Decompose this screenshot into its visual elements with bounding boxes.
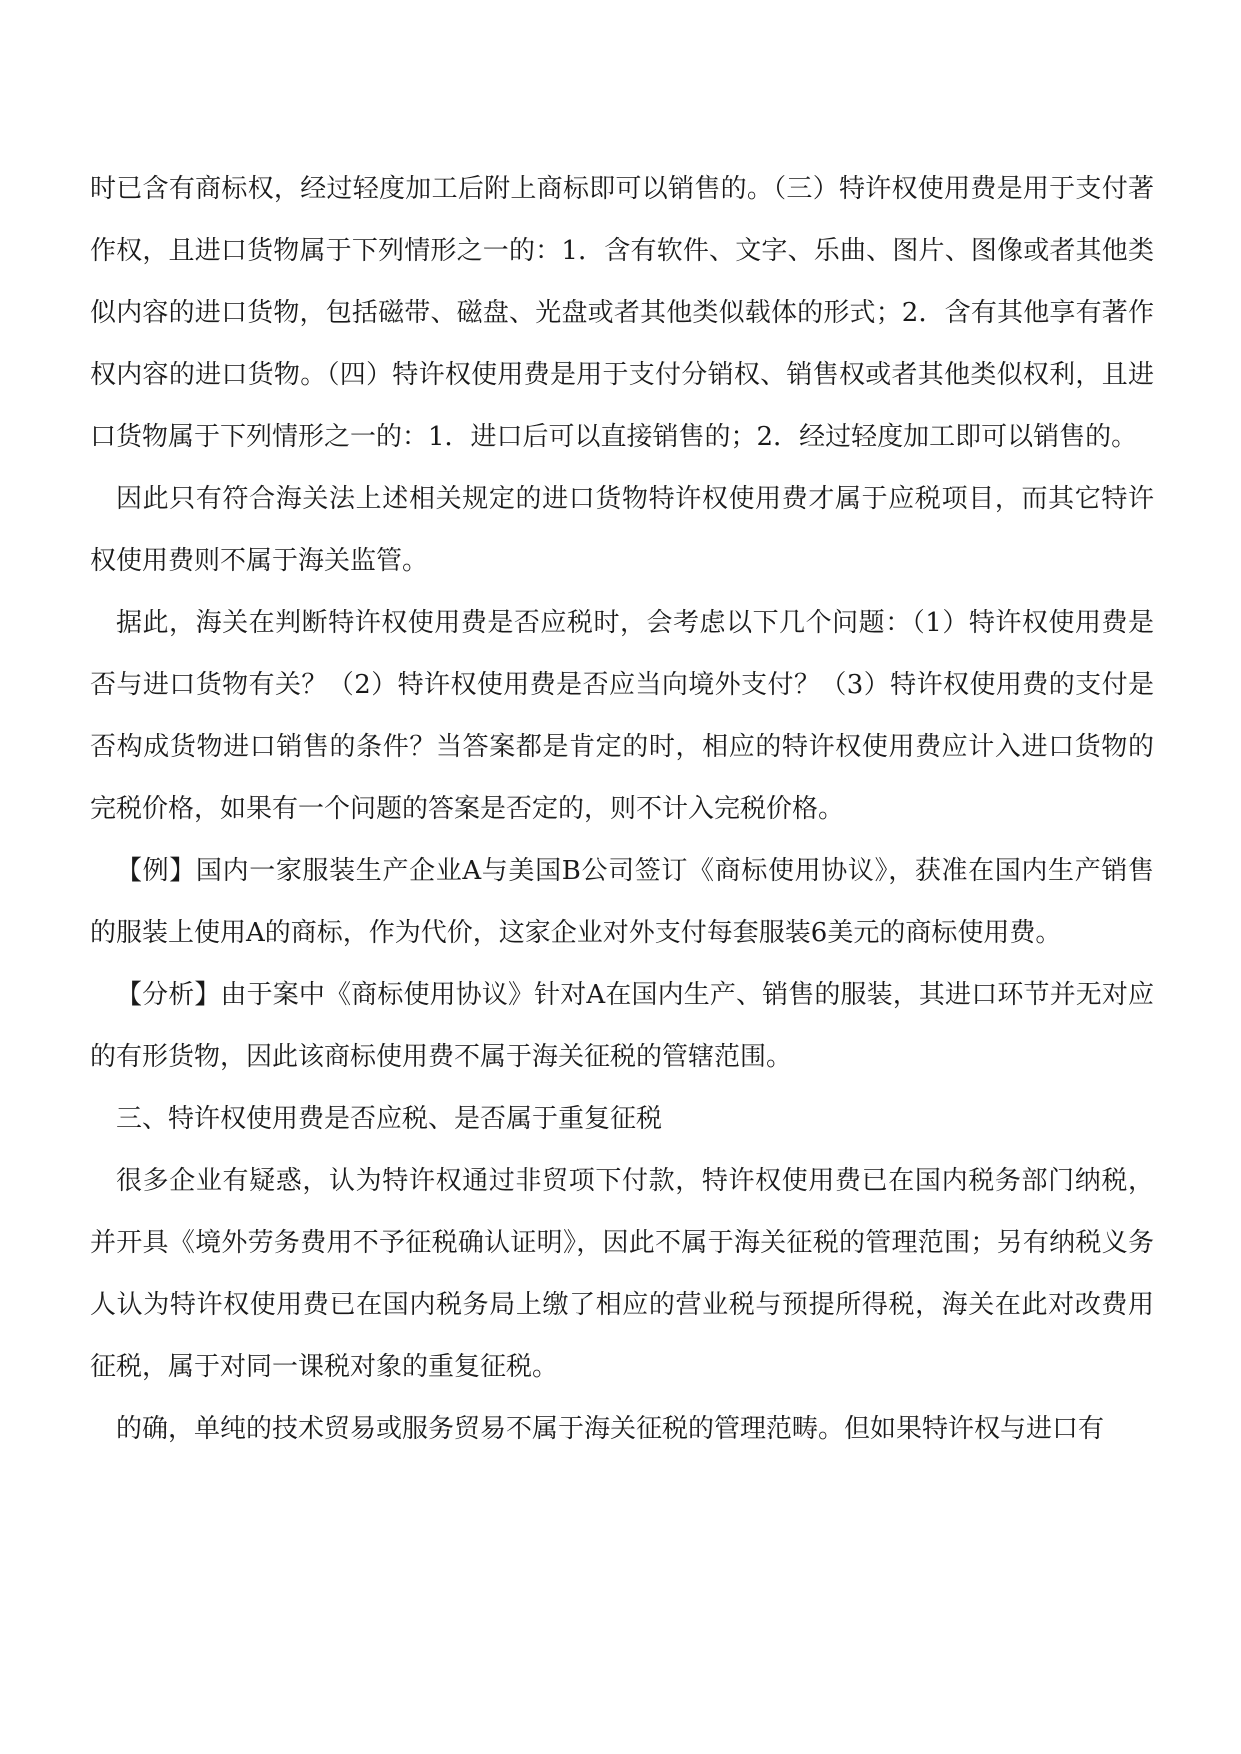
paragraph-continuation: 时已含有商标权，经过轻度加工后附上商标即可以销售的。（三）特许权使用费是用于支付著作权，且进口货物属于下列情形之一的：1．含有软件、文字、乐曲、图片、图像或者其他类似内容的进口货物，包括磁带、磁盘、光盘或者其他类似载体的形式；2．含有其他享有著作权内容的进口货物。（四）特许权使用费是用于支付分销权、销售权或者其他类似权利，且进口货物属于下列情形之一的：1．进口后可以直接销售的；2．经过轻度加工即可以销售的。	[90, 174, 1154, 452]
paragraph-truncated: 的确，单纯的技术贸易或服务贸易不属于海关征税的管理范畴。但如果特许权与进口有	[116, 1414, 1105, 1444]
paragraph-analysis: 【分析】由于案中《商标使用协议》针对A在国内生产、销售的服装，其进口环节并无对应的有形货物，因此该商标使用费不属于海关征税的管辖范围。	[90, 980, 1154, 1072]
section-heading: 三、特许权使用费是否应税、是否属于重复征税	[116, 1104, 663, 1134]
paragraph-criteria: 据此，海关在判断特许权使用费是否应税时，会考虑以下几个问题：（1）特许权使用费是否与进口货物有关？（2）特许权使用费是否应当向境外支付？（3）特许权使用费的支付是否构成货物进口销售的条件？当答案都是肯定的时，相应的特许权使用费应计入进口货物的完税价格，如果有一个问题的答案是否定的，则不计入完税价格。	[90, 608, 1154, 824]
paragraph-example: 【例】国内一家服装生产企业A与美国B公司签订《商标使用协议》，获准在国内生产销售的服装上使用A的商标，作为代价，这家企业对外支付每套服装6美元的商标使用费。	[90, 856, 1154, 948]
paragraph-conclusion: 因此只有符合海关法上述相关规定的进口货物特许权使用费才属于应税项目，而其它特许权使用费则不属于海关监管。	[90, 484, 1154, 576]
document-body	[90, 158, 1154, 1460]
paragraph-doubts: 很多企业有疑惑，认为特许权通过非贸项下付款，特许权使用费已在国内税务部门纳税，并开具《境外劳务费用不予征税确认证明》，因此不属于海关征税的管理范围；另有纳税义务人认为特许权使用费已在国内税务局上缴了相应的营业税与预提所得税，海关在此对改费用征税，属于对同一课税对象的重复征税。	[90, 1166, 1154, 1382]
